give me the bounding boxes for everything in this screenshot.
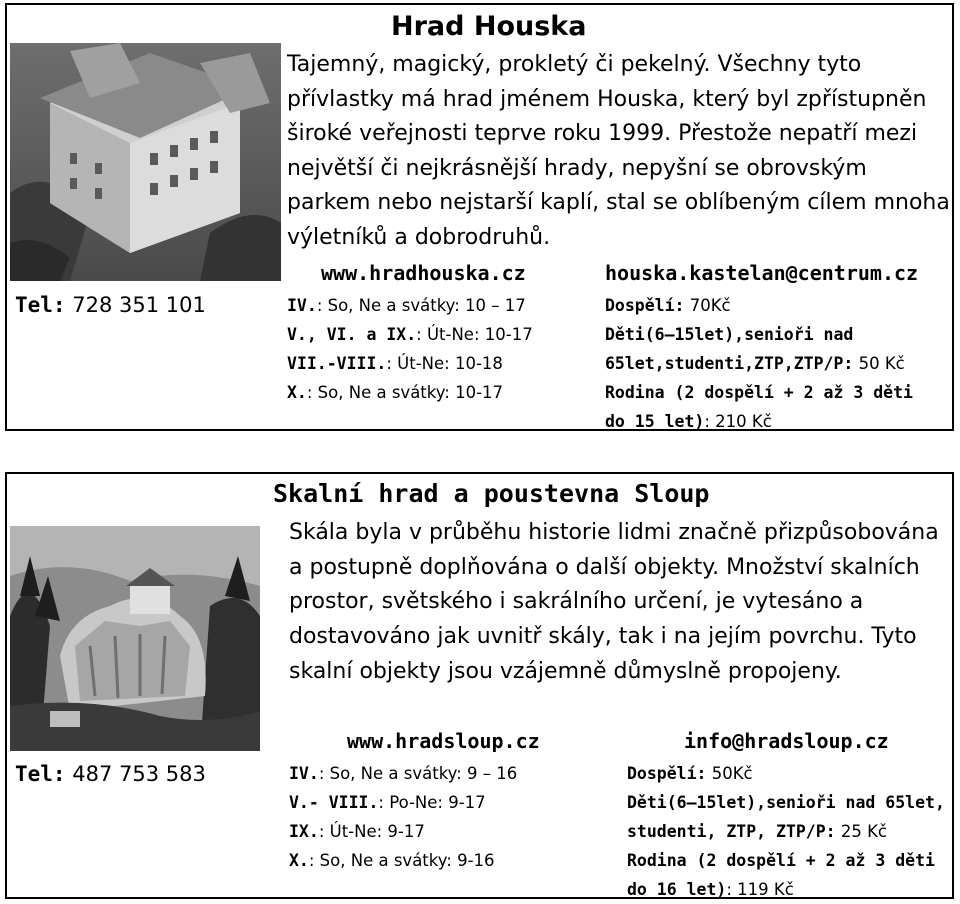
castle-sloup-photo — [10, 526, 260, 751]
price-label: studenti, ZTP, ZTP/P: — [627, 822, 836, 841]
hours-time: : Út-Ne: 10-18 — [386, 354, 503, 373]
place-description: Tajemný, magický, prokletý či pekelný. Všechny tyto přívlastky má hrad jménem Houska, který byl zpřístupněn široké veřejnosti teprve roku 1999. Přestože nepatří mezi největší či nejkrásnější hrady, nepyšní se obrovským parkem nebo nejstarší kaplí, stal se oblíbeným cílem mnoha výletníků a dobrodruhů. — [287, 52, 950, 250]
place-card-sloup — [5, 472, 954, 899]
phone — [15, 293, 206, 317]
price-label: Děti(6–15let),senioři nad 65let, — [627, 793, 945, 812]
price-row — [605, 378, 913, 407]
hours-row — [287, 291, 533, 320]
hours-period: VII.-VIII. — [287, 354, 387, 373]
price-row — [627, 846, 945, 875]
website-link[interactable]: www.hradhouska.cz — [321, 261, 526, 285]
hours-row — [287, 320, 533, 349]
hours-time: : So, Ne a svátky: 9-16 — [308, 851, 495, 870]
hours-time: : So, Ne a svátky: 9 – 16 — [318, 764, 518, 783]
price-label: 65let,studenti,ZTP,ZTP/P: — [605, 354, 854, 373]
price-label: Děti(6–15let),senioři nad — [605, 325, 854, 344]
price-label: Dospělí: — [627, 764, 707, 783]
opening-hours — [289, 759, 517, 875]
hours-time: : So, Ne a svátky: 10-17 — [306, 383, 504, 402]
hours-time: : Út-Ne: 10-17 — [416, 325, 533, 344]
phone-label: Tel: — [15, 762, 66, 786]
hours-time: : Po-Ne: 9-17 — [378, 793, 486, 812]
price-value: 25 Kč — [835, 822, 888, 841]
place-title: Hrad Houska — [391, 11, 587, 42]
hours-row — [287, 378, 533, 407]
hours-row — [289, 759, 517, 788]
price-label: Dospělí: — [605, 296, 685, 315]
price-row — [605, 349, 913, 378]
price-label: Rodina (2 dospělí + 2 až 3 děti — [605, 383, 913, 402]
hours-time: : So, Ne a svátky: 10 – 17 — [316, 296, 526, 315]
price-row — [627, 817, 945, 846]
price-row — [605, 407, 913, 436]
hours-period: IV. — [287, 296, 317, 315]
price-value: 50Kč — [706, 764, 753, 783]
price-label: do 16 let) — [627, 880, 727, 899]
hours-period: V.- VIII. — [289, 793, 379, 812]
price-value: : 210 Kč — [704, 412, 772, 431]
hours-period: V., VI. a IX. — [287, 325, 417, 344]
price-row — [605, 320, 913, 349]
price-row — [627, 788, 945, 817]
hours-row — [289, 846, 517, 875]
hours-time: : Út-Ne: 9-17 — [318, 822, 425, 841]
place-title: Skalní hrad a poustevna Sloup — [273, 479, 710, 508]
phone-label: Tel: — [15, 293, 66, 317]
hours-period: IV. — [289, 764, 319, 783]
email-link[interactable]: houska.kastelan@centrum.cz — [605, 261, 919, 285]
place-description: Skála byla v průběhu historie lidmi značně přizpůsobována a postupně doplňována o další objekty. Množství skalních prostor, světského i sakrálního určení, je vytesáno a dostavováno jak uvnitř skály, tak i na jejím povrchu. Tyto skalní objekty jsou vzájemně důmyslně propojeny. — [289, 520, 939, 684]
phone-number: 728 351 101 — [72, 293, 206, 317]
place-card-houska — [5, 3, 954, 431]
price-row — [627, 759, 945, 788]
castle-houska-illustration — [10, 43, 281, 281]
phone-number: 487 753 583 — [72, 762, 206, 786]
price-row — [627, 875, 945, 904]
hours-row — [287, 349, 533, 378]
admission-prices — [627, 759, 945, 904]
price-row — [605, 291, 913, 320]
hours-row — [289, 817, 517, 846]
price-value: 70Kč — [684, 296, 731, 315]
castle-houska-photo — [10, 43, 281, 281]
admission-prices — [605, 291, 913, 436]
hours-period: X. — [289, 851, 309, 870]
hours-row — [289, 788, 517, 817]
price-value: : 119 Kč — [726, 880, 794, 899]
phone — [15, 762, 206, 786]
opening-hours — [287, 291, 533, 407]
price-label: do 15 let) — [605, 412, 705, 431]
hours-period: X. — [287, 383, 307, 402]
price-value: 50 Kč — [853, 354, 905, 373]
hours-period: IX. — [289, 822, 319, 841]
price-label: Rodina (2 dospělí + 2 až 3 děti — [627, 851, 935, 870]
email-link[interactable]: info@hradsloup.cz — [684, 729, 889, 753]
castle-sloup-illustration — [10, 526, 260, 751]
website-link[interactable]: www.hradsloup.cz — [347, 729, 540, 753]
